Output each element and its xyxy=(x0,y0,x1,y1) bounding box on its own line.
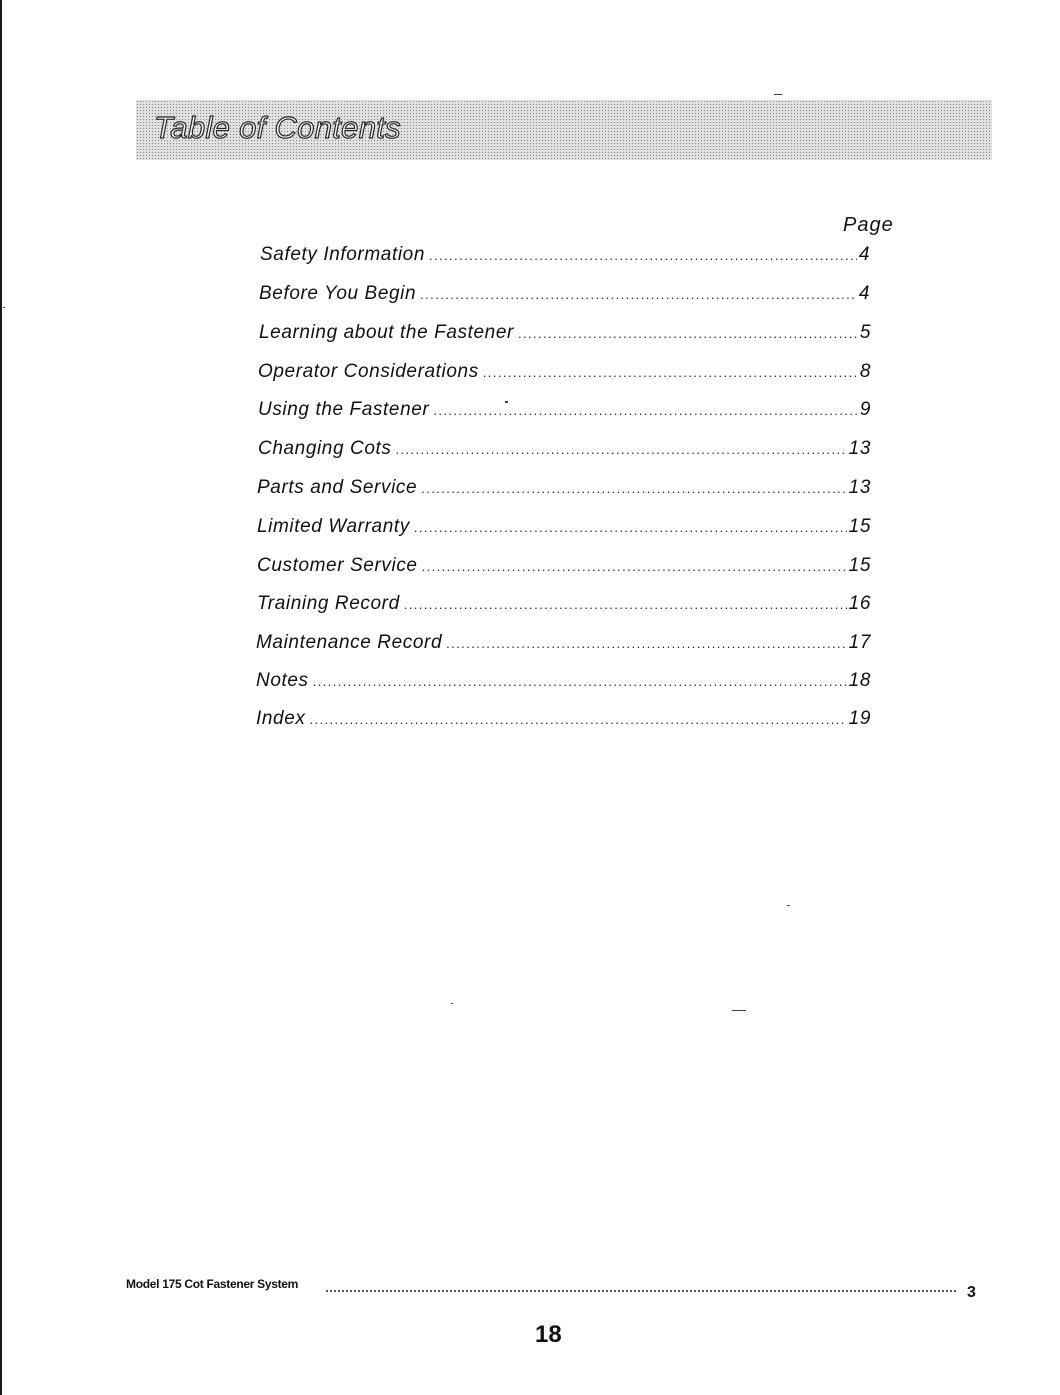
toc-dot-leader xyxy=(421,481,846,496)
toc-entry-page: 19 xyxy=(848,708,871,729)
toc-entry[interactable] xyxy=(256,632,871,654)
toc-entry[interactable] xyxy=(258,361,871,383)
toc-entry-label: Index xyxy=(256,708,306,729)
toc-entry-page: 15 xyxy=(848,555,871,576)
toc-dot-leader xyxy=(429,248,857,263)
toc-entry-label: Parts and Service xyxy=(257,477,418,498)
toc-entry-label: Before You Begin xyxy=(259,283,417,304)
page-title: Table of Contents xyxy=(154,110,401,145)
scan-speck xyxy=(787,905,790,906)
footer-dotted-rule xyxy=(326,1290,956,1292)
scan-speck xyxy=(3,307,5,308)
toc-entry-page: 5 xyxy=(859,322,871,343)
toc-dot-leader xyxy=(404,597,847,612)
scan-speck xyxy=(451,1003,453,1004)
toc-dot-leader xyxy=(414,520,847,535)
toc-dot-leader xyxy=(422,559,847,574)
page-column-header: Page xyxy=(843,214,894,236)
toc-dot-leader xyxy=(518,326,858,341)
toc-dot-leader xyxy=(420,287,857,302)
toc-entry-page: 4 xyxy=(858,283,870,304)
toc-entry-page: 15 xyxy=(848,516,871,537)
toc-entry[interactable] xyxy=(257,477,871,499)
toc-dot-leader xyxy=(309,712,846,727)
sheet-number: 18 xyxy=(535,1321,562,1348)
toc-dot-leader xyxy=(483,365,858,380)
toc-entry[interactable] xyxy=(257,516,871,538)
toc-entry-label: Customer Service xyxy=(257,555,418,576)
toc-entry-label: Using the Fastener xyxy=(258,399,430,420)
toc-entry[interactable] xyxy=(256,708,871,730)
toc-entry-label: Training Record xyxy=(257,593,400,614)
toc-entry-page: 13 xyxy=(848,438,871,459)
toc-entry-page: 9 xyxy=(859,399,871,420)
toc-entry-label: Limited Warranty xyxy=(257,516,410,537)
toc-entry[interactable] xyxy=(260,244,870,266)
toc-entry-label: Notes xyxy=(256,670,309,691)
scan-speck xyxy=(732,1010,746,1011)
toc-entry-page: 16 xyxy=(848,593,871,614)
toc-entry[interactable] xyxy=(257,593,871,615)
toc-dot-leader xyxy=(313,674,847,689)
toc-entry-page: 18 xyxy=(848,670,871,691)
toc-dot-leader xyxy=(433,403,858,418)
toc-entry[interactable] xyxy=(256,670,871,692)
toc-entry[interactable] xyxy=(258,438,871,460)
toc-dot-leader xyxy=(446,636,847,651)
toc-entry-page: 17 xyxy=(848,632,871,653)
toc-entry-label: Safety Information xyxy=(260,244,425,265)
footer-title: Model 175 Cot Fastener System xyxy=(126,1277,299,1291)
toc-entry[interactable] xyxy=(259,283,870,305)
page-edge xyxy=(0,0,2,1395)
toc-entry-page: 4 xyxy=(858,244,870,265)
toc-entry[interactable] xyxy=(258,399,871,421)
toc-entry-page: 13 xyxy=(848,477,871,498)
toc-entry[interactable] xyxy=(257,555,871,577)
toc-dot-leader xyxy=(396,442,847,457)
toc-entry-label: Changing Cots xyxy=(258,438,392,459)
toc-entry-label: Learning about the Fastener xyxy=(259,322,514,343)
footer-page-number: 3 xyxy=(967,1284,976,1301)
toc-entry[interactable] xyxy=(259,322,871,344)
scan-speck xyxy=(774,94,782,95)
scan-speck xyxy=(505,401,508,403)
toc-entry-label: Operator Considerations xyxy=(258,361,479,382)
toc-entry-label: Maintenance Record xyxy=(256,632,443,653)
toc-entry-page: 8 xyxy=(859,361,871,382)
